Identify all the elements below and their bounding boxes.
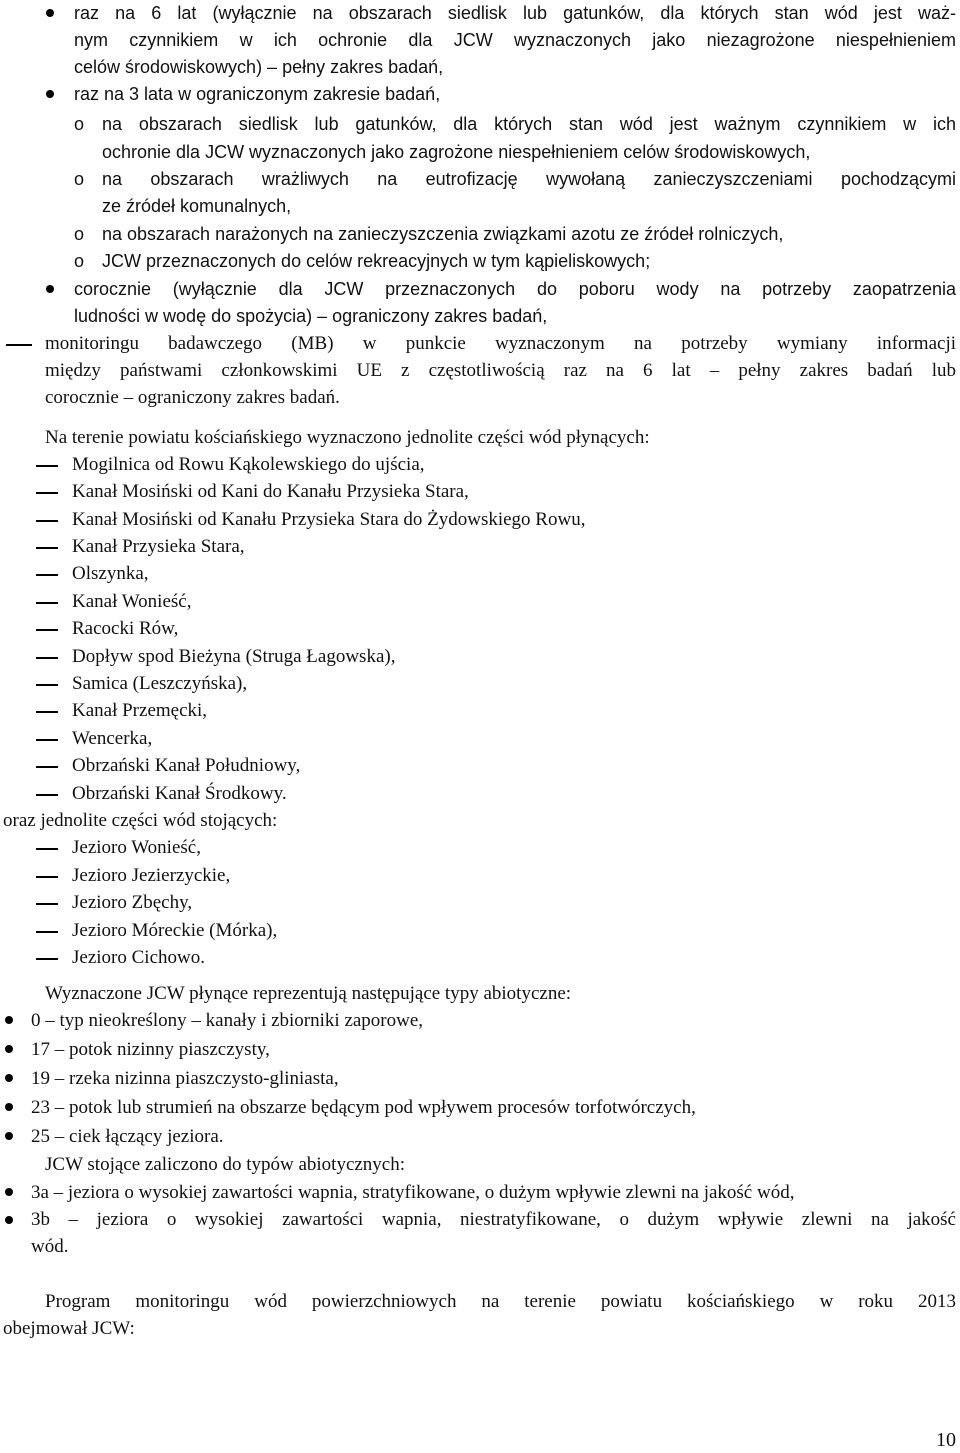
dash-icon	[36, 794, 58, 796]
bullet-icon	[46, 90, 54, 98]
list-item: Samica (Leszczyńska),	[72, 673, 248, 694]
list-item: Kanał Przysieka Stara,	[72, 536, 245, 557]
list-item: Kanał Wonieść,	[72, 591, 192, 612]
section-intro: oraz jednolite części wód stojących:	[3, 810, 278, 831]
dash-icon	[36, 848, 58, 850]
list-item: Kanał Mosiński od Kani do Kanału Przysieka Stara,	[72, 481, 469, 502]
bullet-icon	[5, 1132, 13, 1140]
paragraph-line: JCW przeznaczonych do celów rekreacyjnych w tym kąpieliskowych;	[102, 251, 651, 271]
dash-icon	[36, 465, 58, 467]
list-item: Wencerka,	[72, 728, 153, 749]
list-item: 23 – potok lub strumień na obszarze będącym pod wpływem procesów torfotwórczych,	[31, 1097, 696, 1118]
paragraph-line: ze źródeł komunalnych,	[102, 196, 292, 216]
dash-icon	[36, 492, 58, 494]
section-intro: Na terenie powiatu kościańskiego wyznaczono jednolite części wód płynących:	[45, 427, 650, 448]
bullet-icon	[5, 1188, 13, 1196]
paragraph-line: celów środowiskowych) – pełny zakres badań,	[74, 57, 444, 77]
section-intro: JCW stojące zaliczono do typów abiotycznych:	[45, 1154, 406, 1175]
dash-icon	[36, 629, 58, 631]
list-item: Jezioro Jezierzyckie,	[72, 865, 231, 886]
paragraph-line: Program monitoringu wód powierzchniowych na terenie powiatu kościańskiego w roku 2013	[45, 1291, 956, 1312]
paragraph-line: corocznie (wyłącznie dla JCW przeznaczonych do poboru wody na potrzeby zaopatrzenia	[74, 279, 956, 299]
list-item: Obrzański Kanał Południowy,	[72, 755, 301, 776]
dash-icon	[36, 711, 58, 713]
bullet-icon	[5, 1045, 13, 1053]
paragraph-line: ochronie dla JCW wyznaczonych jako zagrożone niespełnieniem celów środowiskowych,	[102, 142, 811, 162]
dash-icon	[36, 684, 58, 686]
list-item: Racocki Rów,	[72, 618, 179, 639]
dash-icon	[36, 766, 58, 768]
list-item: Olszynka,	[72, 563, 149, 584]
paragraph-line: ludności w wodę do spożycia) – ograniczony zakres badań,	[74, 306, 548, 326]
list-item: 0 – typ nieokreślony – kanały i zbiorniki zaporowe,	[31, 1010, 424, 1031]
dash-icon	[36, 547, 58, 549]
list-item: 17 – potok nizinny piaszczysty,	[31, 1039, 270, 1060]
dash-icon	[36, 931, 58, 933]
dash-icon	[36, 876, 58, 878]
dash-icon	[36, 574, 58, 576]
list-item: 25 – ciek łączący jeziora.	[31, 1126, 224, 1147]
bullet-icon	[46, 285, 54, 293]
page-number: 10	[936, 1429, 956, 1451]
dash-icon	[36, 739, 58, 741]
list-item: 19 – rzeka nizinna piaszczysto-gliniasta,	[31, 1068, 339, 1089]
paragraph-line: obejmował JCW:	[3, 1318, 135, 1339]
paragraph-line: między państwami członkowskimi UE z częstotliwością raz na 6 lat – pełny zakres badań lub	[45, 360, 956, 381]
paragraph-line: na obszarach narażonych na zanieczyszczenia związkami azotu ze źródeł rolniczych,	[102, 224, 784, 244]
dash-icon	[36, 958, 58, 960]
circle-marker-icon: o	[74, 224, 85, 244]
list-item: Jezioro Cichowo.	[72, 947, 205, 968]
paragraph-line: corocznie – ograniczony zakres badań.	[45, 387, 340, 408]
list-item: Mogilnica od Rowu Kąkolewskiego do ujścia,	[72, 454, 425, 475]
circle-marker-icon: o	[74, 251, 85, 271]
list-item: Jezioro Zbęchy,	[72, 892, 193, 913]
list-item: Kanał Przemęcki,	[72, 700, 208, 721]
list-item: 3b – jeziora o wysokiej zawartości wapnia, niestratyfikowane, o dużym wpływie zlewni na jakość	[31, 1209, 956, 1230]
circle-marker-icon: o	[74, 169, 85, 189]
bullet-icon	[5, 1016, 13, 1024]
list-item: Dopływ spod Bieżyna (Struga Łagowska),	[72, 646, 396, 667]
bullet-icon	[46, 9, 54, 17]
list-item: Jezioro Wonieść,	[72, 837, 201, 858]
dash-icon	[36, 520, 58, 522]
list-item: Kanał Mosiński od Kanału Przysieka Stara do Żydowskiego Rowu,	[72, 509, 586, 530]
circle-marker-icon: o	[74, 114, 85, 134]
paragraph-line: nym czynnikiem w ich ochronie dla JCW wyznaczonych jako niezagrożone niespełnieniem	[74, 30, 956, 50]
list-item: Jezioro Móreckie (Mórka),	[72, 920, 278, 941]
section-intro: Wyznaczone JCW płynące reprezentują następujące typy abiotyczne:	[45, 983, 572, 1004]
dash-icon	[36, 602, 58, 604]
bullet-icon	[5, 1103, 13, 1111]
dash-icon	[36, 657, 58, 659]
bullet-icon	[5, 1216, 13, 1224]
list-item: 3a – jeziora o wysokiej zawartości wapnia, stratyfikowane, o dużym wpływie zlewni na jakość wód,	[31, 1182, 795, 1203]
bullet-icon	[5, 1074, 13, 1082]
paragraph-line: na obszarach wrażliwych na eutrofizację wywołaną zanieczyszczeniami pochodzącymi	[102, 169, 956, 189]
list-item: Obrzański Kanał Środkowy.	[72, 783, 287, 804]
paragraph-line: raz na 6 lat (wyłącznie na obszarach siedlisk lub gatunków, dla których stan wód jest waż-	[74, 3, 956, 23]
dash-icon	[6, 344, 32, 346]
list-item: wód.	[31, 1236, 69, 1257]
paragraph-line: na obszarach siedlisk lub gatunków, dla których stan wód jest ważnym czynnikiem w ich	[102, 114, 956, 134]
paragraph-line: raz na 3 lata w ograniczonym zakresie badań,	[74, 84, 441, 104]
paragraph-line: monitoringu badawczego (MB) w punkcie wyznaczonym na potrzeby wymiany informacji	[45, 333, 956, 354]
dash-icon	[36, 903, 58, 905]
